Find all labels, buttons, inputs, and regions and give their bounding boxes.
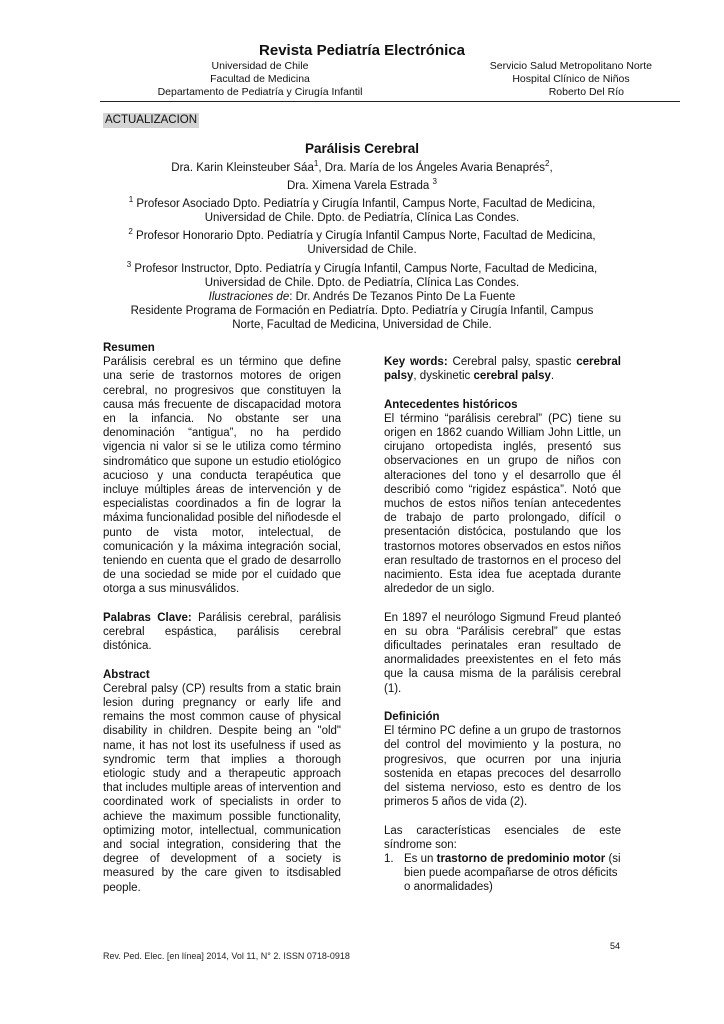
affiliation: [100, 193, 624, 211]
definicion-heading: Definición: [384, 711, 440, 724]
illustrator-role: Norte, Facultad de Medicina, Universidad de Chile.: [232, 319, 492, 332]
affiliation-text: Profesor Asociado Dpto. Pediatría y Cirugía Infantil, Campus Norte, Facultad de Medicina,: [133, 197, 596, 210]
header-right-line: Roberto Del Río: [548, 86, 624, 98]
definicion-paragraph: El término PC define a un grupo de trastornos del control del movimiento y la postura, no progresivos, que ocurren por una injuria sostenida en etapas precoces del desarrollo del sistema nervioso, esto es dentro de los primeros 5 años de vida (2).: [384, 725, 621, 809]
resumen-text: Parálisis cerebral es un término que define una serie de trastornos motores de origen cerebral, no progresivos que constituyen la causa más frecuente de discapacidad motora en la infancia. No obstante ser una denominación “antigua”, no ha perdido vigencia ni valor si se le utiliza como término sindromático que supone un estudio etiológico acucioso y una conducta terapéutica que incluye múltiples áreas de intervención y de especialistas coordinados a fin de lograr la máxima funcionalidad posible del niñodesde el punto de vista motor, intelectual, de comunicación y la máxima integración social, teniendo en cuenta que el grado de desarrollo de una sociedad se mide por el cuidado que otorga a sus minusválidos.: [103, 356, 341, 596]
illustrations-credit: [100, 290, 624, 304]
list-item: [384, 852, 621, 895]
antecedentes-heading: Antecedentes históricos: [384, 398, 518, 411]
key-words-text: cerebral palsy: [384, 356, 621, 383]
header-left-line: Universidad de Chile: [211, 60, 309, 72]
journal-title: Revista Pediatría Electrónica: [259, 42, 465, 59]
abstract-heading: Abstract: [103, 668, 150, 681]
header-institution-right: [420, 60, 652, 99]
article-front-matter: [100, 157, 624, 332]
author-name: , Dra. María de los Ángeles Avaria Benaprés: [318, 161, 546, 174]
section-label: ACTUALIZACION: [105, 114, 198, 126]
affiliation-marker: 3: [432, 177, 437, 187]
list-text-emphasis: trastorno de predominio motor: [436, 853, 606, 866]
key-words-label: Key words:: [384, 356, 448, 368]
header-right-line: Hospital Clínico de Niños: [512, 73, 630, 85]
author-name: Dra. Karin Kleinsteuber Sáa: [171, 161, 314, 174]
footer-citation: Rev. Ped. Elec. [en línea] 2014, Vol 11, N° 2. ISSN 0718-0918: [103, 951, 350, 961]
header-left-line: Facultad de Medicina: [210, 73, 310, 85]
key-words-text: , dyskinetic: [413, 370, 474, 383]
right-column: [384, 355, 621, 895]
header-right-line: Servicio Salud Metropolitano Norte: [489, 60, 652, 72]
palabras-clave-label: Palabras Clave:: [103, 611, 192, 624]
authors-line: [100, 157, 624, 175]
illustrator-role: Residente Programa de Formación en Pediatría. Dpto. Pediatría y Cirugía Infantil, Campus: [130, 304, 594, 317]
header-left-line: Departamento de Pediatría y Cirugía Infantil: [157, 86, 363, 98]
affiliation-marker: 2: [128, 227, 133, 237]
list-text-part: (si bien puede acompañarse de otros déficits o anormalidades): [404, 853, 621, 894]
header-rule: [100, 101, 680, 102]
list-number: 1.: [384, 853, 394, 866]
key-words-text: .: [550, 370, 555, 383]
affiliation: [100, 258, 624, 276]
affiliation-text: Profesor Honorario Dpto. Pediatría y Cirugía Infantil Campus Norte, Facultad de Medicina,: [132, 230, 596, 243]
page-number: 54: [609, 941, 620, 951]
affiliation: Universidad de Chile. Dpto. de Pediatría, Clínica Las Condes.: [204, 212, 520, 225]
key-words-text: cerebral palsy: [473, 370, 551, 383]
palabras-clave-text: Parálisis cerebral, parálisis cerebral espástica, parálisis cerebral distónica.: [103, 611, 342, 653]
author-separator: ,: [549, 161, 553, 174]
affiliation-marker: 2: [545, 159, 550, 168]
affiliation-marker: 1: [128, 195, 134, 205]
affiliation-text: Profesor Instructor, Dpto. Pediatría y Cirugía Infantil, Campus Norte, Facultad de Medicina,: [131, 262, 598, 275]
authors-line: [100, 175, 624, 193]
list-text-part: Es un: [404, 853, 437, 866]
illustrator-name: : Dr. Andrés De Tezanos Pinto De La Fuente: [289, 290, 516, 303]
header-institution-left: [100, 60, 420, 99]
affiliation: [100, 225, 624, 243]
palabras-clave: [103, 611, 341, 654]
key-words: [384, 355, 621, 383]
affiliation: Universidad de Chile. Dpto. de Pediatría, Clínica Las Condes.: [204, 276, 520, 289]
key-words-text: Cerebral palsy, spastic: [447, 356, 577, 368]
resumen-heading: Resumen: [103, 342, 155, 354]
affiliation-marker: 3: [126, 259, 132, 269]
article-title: Parálisis Cerebral: [304, 141, 420, 156]
affiliation: Universidad de Chile.: [307, 244, 417, 257]
affiliation-marker: 1: [313, 159, 319, 168]
antecedentes-paragraph: En 1897 el neurólogo Sigmund Freud planteó en su obra “Parálisis cerebral” que estas dificultades perinatales eran resultado de anormalidades preexistentes en el feto más que la causa misma de la parálisis cerebral (1).: [384, 611, 621, 695]
antecedentes-paragraph: El término “parálisis cerebral” (PC) tiene su origen en 1862 cuando William John Little, un cirujano ortopedista inglés, presentó sus observaciones en un grupo de niños con alteraciones del tono y el desarrollo que él describió como “rigidez espástica”. Notó que muchos de estos niños tenían antecedentes de trabajo de parto prolongado, difícil o presentación distócica, postulando que los trastornos motores observados en estos niños eran resultado de trastornos en el proceso del nacimiento. Esta idea fue aceptada durante alrededor de un siglo.: [384, 412, 621, 596]
illustrations-label: Ilustraciones de: [208, 290, 290, 303]
author-name: Dra. Ximena Varela Estrada: [287, 179, 430, 192]
abstract-text: Cerebral palsy (CP) results from a static brain lesion during pregnancy or early life and remains the most common cause of physical disability in children. Despite being an "old" name, it has not lost its usefulness if used as syndromic term that implies a thorough etiologic study and a therapeutic approach that includes multiple areas of intervention and coordinated work of specialists in order to achieve the maximum possible functionality, optimizing motor, intellectual, communication and social integration, considering that the degree of development of a society is measured by the care given to itsdisabled people.: [103, 682, 341, 894]
definicion-paragraph: Las características esenciales de este síndrome son:: [384, 824, 621, 851]
list-text: [404, 852, 621, 895]
left-column: [103, 341, 341, 895]
